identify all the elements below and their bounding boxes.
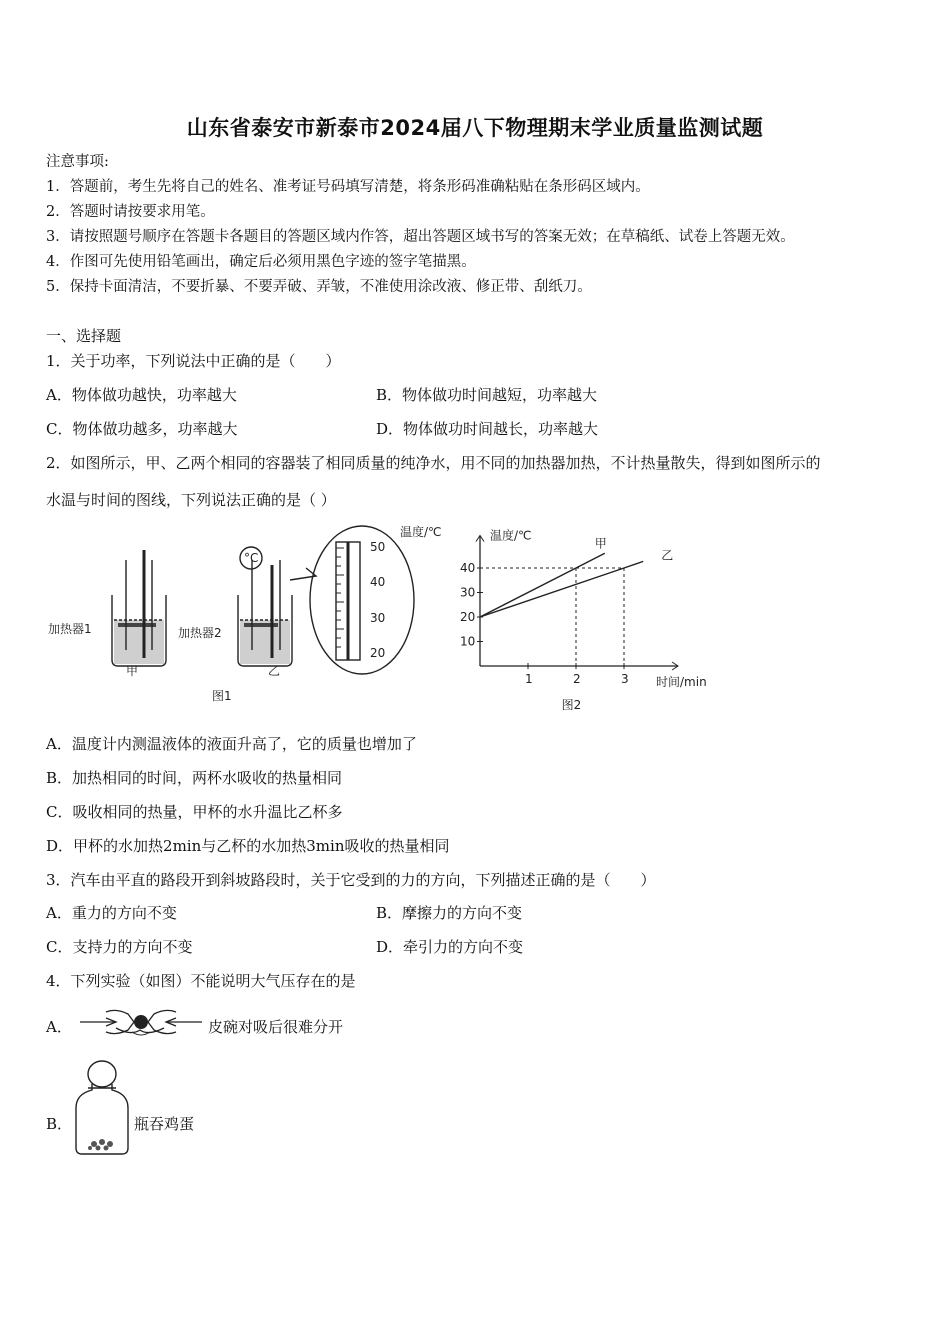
y-tick-label: 30 xyxy=(460,585,476,600)
jia-label: 甲 xyxy=(126,664,139,678)
x-tick-label: 2 xyxy=(573,672,581,686)
y-tick-label: 40 xyxy=(460,561,476,575)
q1-option-b: B．物体做功时间越短，功率越大 xyxy=(376,386,598,404)
figure-1-caption: 图1 xyxy=(212,689,232,703)
suction-cups-illustration xyxy=(76,1002,206,1042)
figure-2-caption: 图2 xyxy=(561,698,582,712)
q3-stem: 3．汽车由平直的路段开到斜坡路段时，关于它受到的力的方向，下列描述正确的是（ ） xyxy=(46,871,656,889)
y-tick-label: 20 xyxy=(460,610,476,624)
q4-option-b-text: 瓶吞鸡蛋 xyxy=(134,1115,195,1133)
series-line-jia xyxy=(480,553,605,617)
scale-40: 40 xyxy=(370,575,386,589)
x-tick-label: 3 xyxy=(621,672,629,686)
q4-option-a-text: 皮碗对吸后很难分开 xyxy=(208,1018,344,1036)
q2-option-c: C．吸收相同的热量，甲杯的水升温比乙杯多 xyxy=(46,803,343,821)
notice-heading: 注意事项: xyxy=(46,154,109,170)
notice-item: 5．保持卡面清洁，不要折暴、不要弄破、弄皱，不准使用涂改液、修正带、刮纸刀。 xyxy=(46,279,592,295)
celsius-label: °C xyxy=(244,551,259,565)
heater1-label: 加热器1 xyxy=(48,622,92,636)
temperature-unit: 温度/℃ xyxy=(400,525,442,539)
scale-50: 50 xyxy=(370,540,386,554)
thermometer-ticks xyxy=(336,548,344,647)
bottle-egg-illustration xyxy=(70,1058,134,1158)
notice-item: 2．答题时请按要求用笔。 xyxy=(46,204,215,220)
q4-option-b-label: B． xyxy=(46,1115,73,1133)
notice-item: 3．请按照题号顺序在答题卡各题目的答题区域内作答，超出答题区域书写的答案无效；在草稿纸、试卷上答题无效。 xyxy=(46,229,795,245)
notice-item: 4．作图可先使用铅笔画出，确定后必须用黑色字迹的签字笔描黑。 xyxy=(46,254,476,270)
series-line-yi xyxy=(480,561,643,617)
series-label-jia: 甲 xyxy=(594,536,607,551)
q3-option-a: A．重力的方向不变 xyxy=(46,904,177,922)
q3-option-c: C．支持力的方向不变 xyxy=(46,938,193,956)
q3-option-b: B．摩擦力的方向不变 xyxy=(376,904,523,922)
figure-2-chart xyxy=(446,525,716,715)
q3-option-d: D．牵引力的方向不变 xyxy=(376,938,524,956)
notice-item: 1．答题前，考生先将自己的姓名、准考证号码填写清楚，将条形码准确粘贴在条形码区域内。 xyxy=(46,179,650,195)
q4-stem: 4．下列实验（如图）不能说明大气压存在的是 xyxy=(46,972,356,990)
q1-option-d: D．物体做功时间越长，功率越大 xyxy=(376,420,599,438)
y-tick-label: 10 xyxy=(460,634,476,649)
q1-option-a: A．物体做功越快，功率越大 xyxy=(46,386,237,404)
x-tick-label: 1 xyxy=(525,672,533,686)
figure-1 xyxy=(44,520,464,710)
thermometer-magnifier xyxy=(290,526,414,674)
heater2-label: 加热器2 xyxy=(178,626,222,640)
q1-stem: 1．关于功率，下列说法中正确的是（ ） xyxy=(46,352,341,370)
q2-option-d: D．甲杯的水加热2min与乙杯的水加热3min吸收的热量相同 xyxy=(46,837,450,855)
yi-label: 乙 xyxy=(268,664,281,678)
q1-option-c: C．物体做功越多，功率越大 xyxy=(46,420,238,438)
series-label-yi: 乙 xyxy=(661,548,674,563)
y-axis-title: 温度/℃ xyxy=(490,528,532,543)
section-heading: 一、选择题 xyxy=(46,327,122,345)
q2-stem-line2: 水温与时间的图线，下列说法正确的是（ ） xyxy=(46,491,336,509)
q2-stem-line1: 2．如图所示，甲、乙两个相同的容器装了相同质量的纯净水，用不同的加热器加热，不计热量散失，得到如图所示的 xyxy=(46,454,821,472)
x-axis-title: 时间/min xyxy=(656,675,707,689)
beaker-jia xyxy=(112,550,166,666)
q2-option-a: A．温度计内测温液体的液面升高了，它的质量也增加了 xyxy=(46,735,417,753)
page-title: 山东省泰安市新泰市2024届八下物理期末学业质量监测试题 xyxy=(186,116,764,140)
scale-30: 30 xyxy=(370,611,386,625)
q2-option-b: B．加热相同的时间，两杯水吸收的热量相同 xyxy=(46,769,343,787)
scale-20: 20 xyxy=(370,646,386,660)
q4-option-a-label: A． xyxy=(46,1018,72,1036)
